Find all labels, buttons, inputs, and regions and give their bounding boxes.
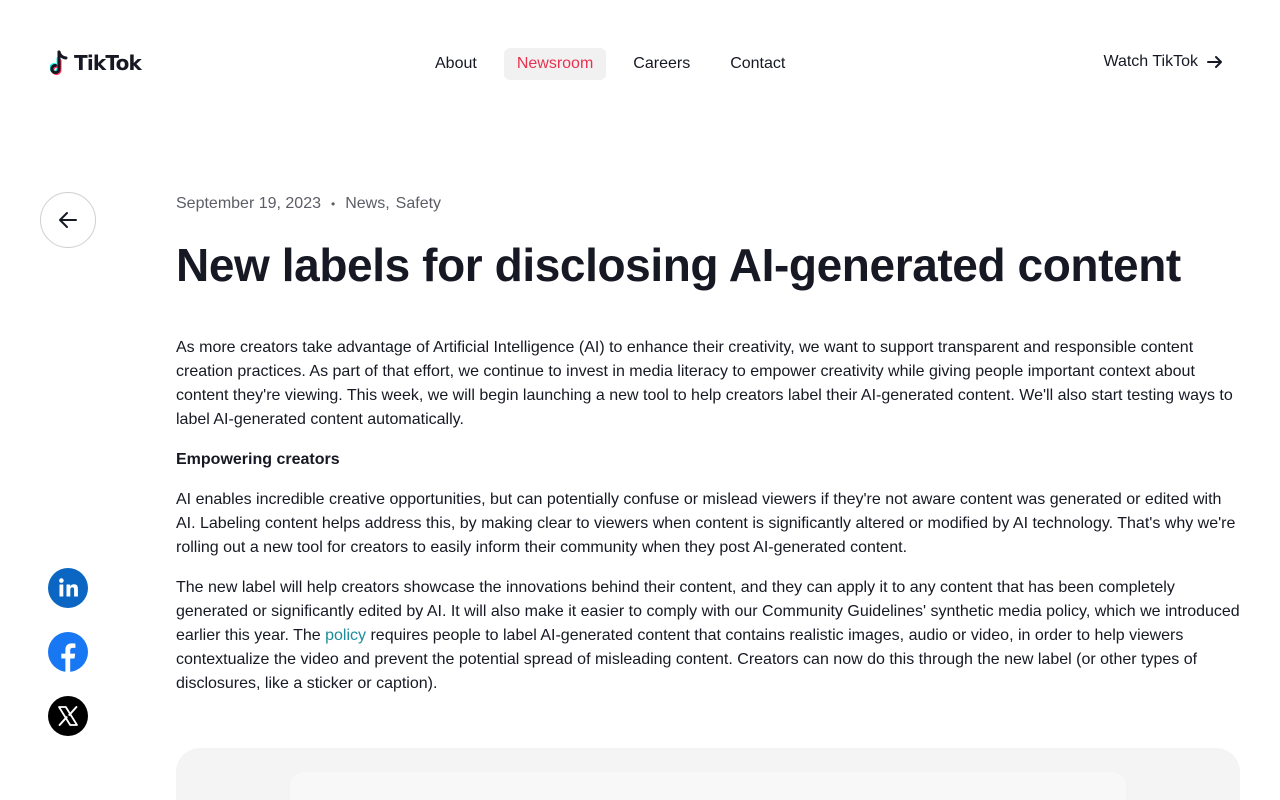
share-bar (48, 568, 88, 736)
tiktok-note-icon (50, 50, 72, 76)
facebook-icon (48, 632, 88, 672)
nav-careers[interactable]: Careers (633, 55, 691, 72)
article-paragraph: As more creators take advantage of Artificial Intelligence (AI) to enhance their creativity, we want to support transparent and responsible content creation practices. As part of that effort, we continue to invest in media literacy to empower creativity while giving people important context about content they're viewing. This week, we will begin launching a new tool to help creators label their AI-generated content. We'll also start testing ways to label AI-generated content automatically. (176, 339, 1233, 428)
share-facebook-button[interactable] (48, 632, 88, 672)
article-date: September 19, 2023 (176, 195, 321, 212)
paragraph-text: requires people to label AI-generated content that contains realistic images, audio or video, in order to help viewers contextualize the video and prevent the potential spread of misleading content. Creators can now do this through the new label (or other types of disclosures, like a sticker or caption). (176, 627, 1198, 692)
category-separator: , (385, 195, 390, 212)
nav-about[interactable]: About (435, 55, 477, 72)
media-embed (176, 748, 1240, 800)
article-paragraph: AI enables incredible creative opportunities, but can potentially confuse or mislead viewers if they're not aware content was generated or edited with AI. Labeling content helps address this, by making clear to viewers when content is significantly altered or modified by AI technology. That's why we're rolling out a new tool for creators to easily inform their community when they post AI-generated content. (176, 491, 1236, 556)
tiktok-logo[interactable] (50, 50, 141, 76)
back-button[interactable] (40, 192, 96, 248)
main-nav (422, 48, 798, 80)
x-icon (48, 696, 88, 736)
watch-tiktok-label: Watch TikTok (1103, 53, 1198, 70)
category-news-link[interactable]: News (345, 195, 386, 212)
share-x-button[interactable] (48, 696, 88, 736)
article-paragraph (176, 576, 1240, 696)
article-title: New labels for disclosing AI-generated content (176, 239, 1181, 291)
nav-newsroom[interactable]: Newsroom (504, 48, 606, 80)
logo-wordmark: TikTok (74, 51, 142, 75)
policy-link[interactable]: policy (325, 627, 367, 644)
article-meta (176, 192, 1240, 216)
article-body (176, 336, 1240, 696)
site-header (0, 0, 1280, 128)
linkedin-icon (48, 568, 88, 608)
embed-card (290, 772, 1126, 800)
nav-contact[interactable]: Contact (730, 55, 786, 72)
watch-tiktok-link[interactable] (1103, 53, 1224, 71)
article (176, 192, 1240, 712)
category-safety-link[interactable]: Safety (395, 195, 442, 212)
arrow-left-icon (57, 209, 79, 231)
arrow-right-icon (1206, 53, 1224, 71)
section-heading: Empowering creators (176, 451, 340, 468)
paragraph-text: The new label will help creators showcase the innovations behind their content, and they can apply it to any content that has been completely generated or significantly edited by AI. It will also make it easier to comply with our Community Guidelines' synthetic media policy, which we introduced earlier this year. The (176, 579, 1240, 644)
share-linkedin-button[interactable] (48, 568, 88, 608)
meta-separator: • (331, 197, 336, 211)
